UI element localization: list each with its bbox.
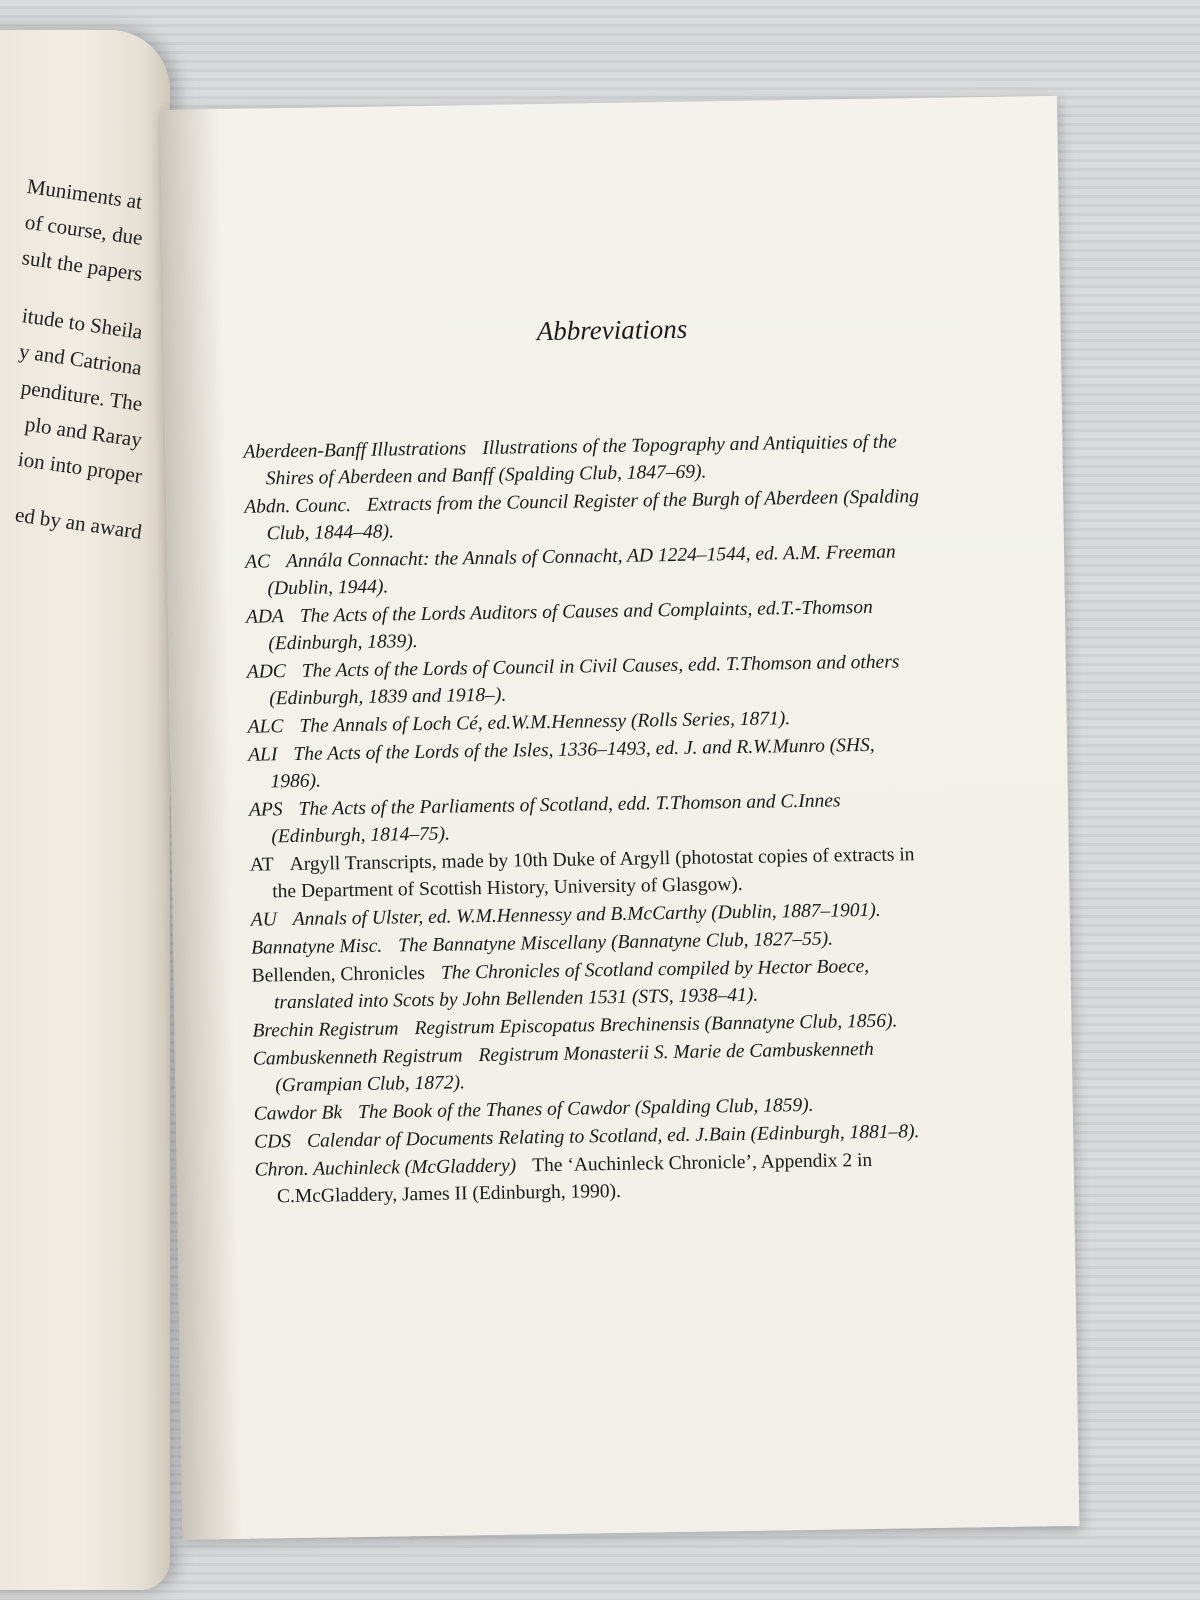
abbreviation-definition: Extracts from the Council Register of the Burgh of Aberdeen (Spalding Club, 1844–48). — [266, 486, 920, 545]
left-page-line: penditure. The — [19, 375, 144, 416]
abbreviation-entry — [246, 593, 928, 658]
left-page — [0, 30, 170, 1590]
abbreviation-term: Aberdeen-Banff Illustrations — [243, 438, 467, 463]
abbreviation-entry — [248, 731, 930, 796]
left-page-line: Muniments at — [25, 173, 144, 214]
abbreviation-entry — [251, 952, 933, 1017]
abbreviation-term: APS — [248, 799, 283, 821]
right-page — [160, 96, 1079, 1540]
left-page-line: y and Catriona — [17, 338, 144, 380]
abbreviation-entry — [254, 1146, 936, 1211]
left-page-line: of course, due — [23, 209, 144, 250]
abbreviation-term: ADA — [245, 606, 285, 628]
abbreviation-definition: The Acts of the Lords of Council in Civil Causes, edd. T.Thomson and others (Edinburgh, 1839 and 1918–). — [269, 651, 900, 710]
left-page-line: ed by an award — [13, 502, 144, 544]
abbreviation-definition: The Bannatyne Miscellany (Bannatyne Club, 1827–55). — [398, 928, 834, 957]
abbreviation-term: Cambuskenneth Registrum — [252, 1045, 463, 1070]
abbreviation-definition: The Acts of the Lords Auditors of Causes and Complaints, ed.T.-Thomson (Edinburgh, 1839). — [268, 596, 873, 655]
left-page-line: plo and Raray — [23, 411, 144, 452]
abbreviation-definition: The Acts of the Lords of the Isles, 1336–1493, ed. J. and R.W.Munro (SHS, 1986). — [270, 734, 875, 793]
abbreviation-term: ALI — [247, 744, 278, 766]
abbreviation-entry — [247, 648, 929, 713]
abbreviation-definition: Argyll Transcripts, made by 10th Duke of Argyll (photostat copies of extracts in the Department of Scottish History, University of Glasgow). — [272, 844, 915, 903]
abbreviation-entry — [250, 841, 932, 906]
abbreviation-term: Chron. Auchinleck (McGladdery) — [254, 1155, 517, 1181]
left-page-line: ion into proper — [16, 446, 144, 488]
abbreviation-entry — [244, 483, 926, 548]
abbreviation-definition: Illustrations of the Topography and Antiquities of the Shires of Aberdeen and Banff (Spalding Club, 1847–69). — [265, 431, 897, 490]
abbreviation-term: AC — [244, 551, 271, 573]
abbreviation-term: AT — [249, 854, 274, 876]
abbreviation-term: Bannatyne Misc. — [251, 935, 383, 959]
abbreviation-entry — [253, 1035, 935, 1100]
left-page-line: itude to Sheila — [20, 303, 144, 344]
abbreviation-definition: Annála Connacht: the Annals of Connacht, AD 1224–1544, ed. A.M. Freeman (Dublin, 1944). — [267, 541, 896, 600]
abbreviation-term: AU — [250, 909, 277, 931]
abbreviation-definition: Annals of Ulster, ed. W.M.Hennessy and B.McCarthy (Dublin, 1887–1901). — [292, 899, 881, 931]
page-title: Abbreviations — [536, 313, 688, 347]
abbreviation-definition: Registrum Monasterii S. Marie de Cambuskenneth (Grampian Club, 1872). — [275, 1038, 874, 1097]
abbreviation-definition: Calendar of Documents Relating to Scotland, ed. J.Bain (Edinburgh, 1881–8). — [306, 1121, 920, 1152]
abbreviation-term: ALC — [247, 716, 284, 738]
abbreviation-definition: The Book of the Thanes of Cawdor (Spalding Club, 1859). — [357, 1094, 814, 1124]
abbreviation-definition: The Acts of the Parliaments of Scotland, edd. T.Thomson and C.Innes (Edinburgh, 1814–75). — [271, 790, 841, 848]
abbreviation-term: Brechin Registrum — [252, 1018, 399, 1042]
abbreviation-entry — [243, 428, 925, 493]
abbreviation-definition: Registrum Episcopatus Brechinensis (Bannatyne Club, 1856). — [414, 1010, 898, 1040]
abbreviation-entry — [249, 786, 931, 851]
left-page-line: sult the papers — [20, 245, 144, 286]
abbreviation-entry — [245, 538, 927, 603]
abbreviation-term: Bellenden, Chronicles — [251, 962, 426, 987]
abbreviation-term: Cawdor Bk — [253, 1102, 343, 1125]
abbreviation-term: Abdn. Counc. — [244, 495, 352, 518]
abbreviation-definition: The Annals of Loch Cé, ed.W.M.Hennessy (Rolls Series, 1871). — [299, 708, 791, 737]
abbreviation-definition: The Chronicles of Scotland compiled by Hector Boece, translated into Scots by John Bellenden 1531 (STS, 1938–41). — [273, 955, 870, 1014]
abbreviation-term: CDS — [254, 1131, 292, 1153]
abbreviation-definition: The ‘Auchinleck Chronicle’, Appendix 2 in C.McGladdery, James II (Edinburgh, 1990). — [276, 1149, 873, 1208]
abbreviation-term: ADC — [246, 661, 287, 683]
abbreviations-list — [243, 428, 936, 1212]
